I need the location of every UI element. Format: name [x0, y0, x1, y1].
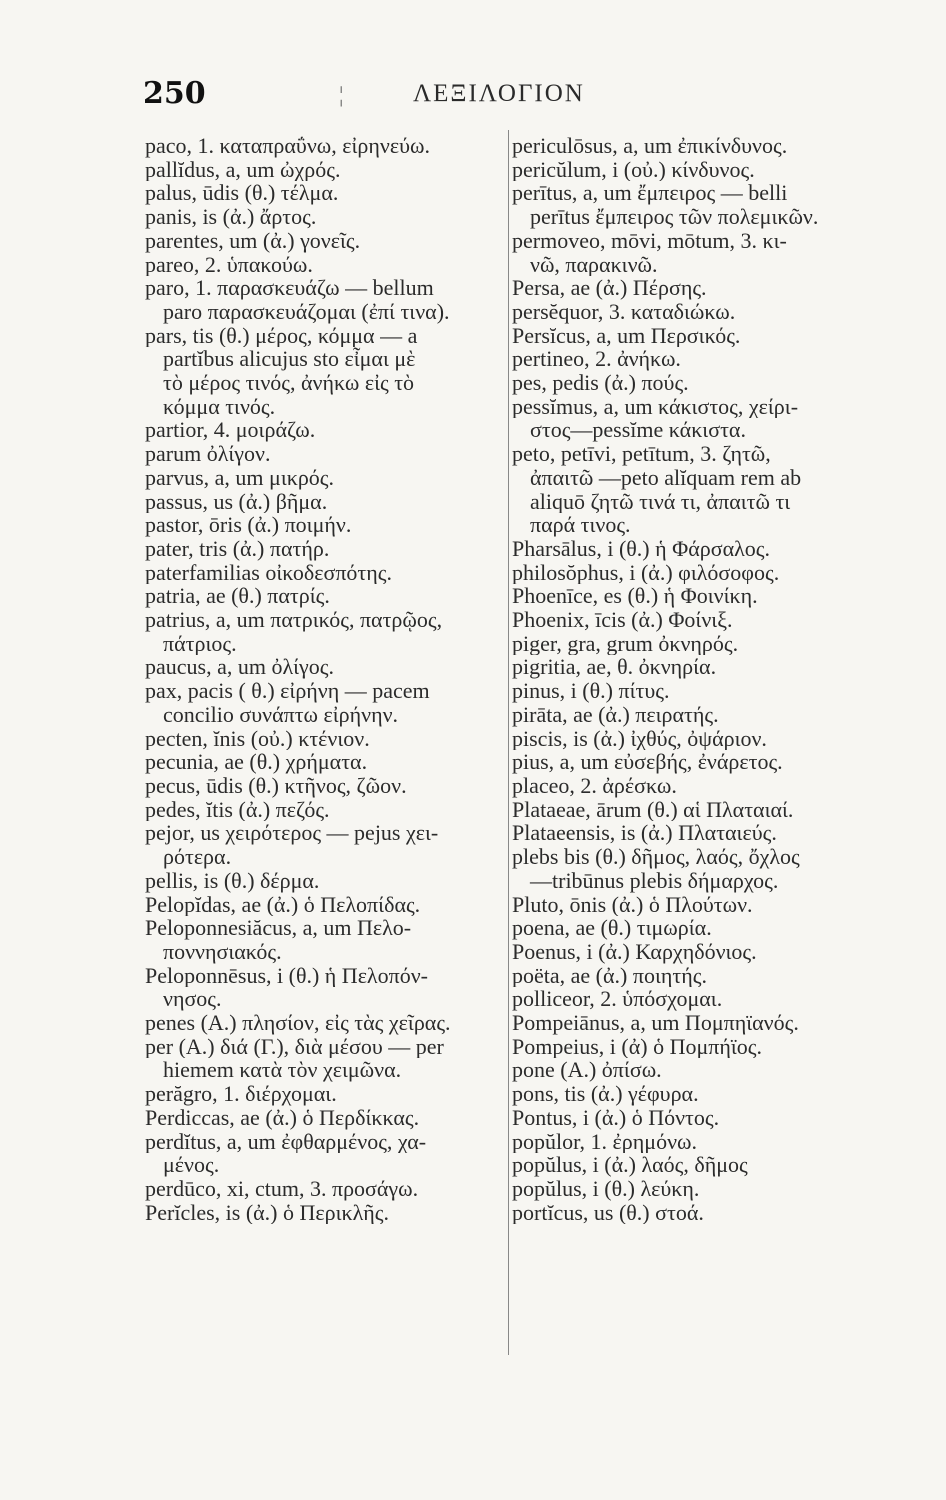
- dictionary-entry: Pluto, ōnis (ἀ.) ὁ Πλούτων.: [512, 892, 753, 917]
- dictionary-entry: Peloponnēsus, i (θ.) ἡ Πελοπόν-: [145, 963, 428, 988]
- entry-continuation: πάτριος.: [163, 631, 237, 656]
- dictionary-entry: poena, ae (θ.) τιμωρία.: [512, 916, 712, 940]
- dictionary-entry: poëta, ae (ἀ.) ποιητής.: [512, 963, 707, 988]
- dictionary-entry: pons, tis (ἀ.) γέφυρα.: [512, 1082, 699, 1106]
- dictionary-entry: perdūco, xi, ctum, 3. προσάγω.: [145, 1176, 419, 1201]
- dictionary-entry: portĭcus, us (θ.) στοά.: [512, 1200, 704, 1225]
- dictionary-entry: pigritia, ae, θ. ὀκνηρία.: [512, 655, 717, 680]
- dictionary-entry: pecus, ūdis (θ.) κτῆνος, ζῶον.: [145, 773, 407, 798]
- entry-continuation: ποννησιακός.: [163, 939, 282, 964]
- dictionary-entry: perdĭtus, a, um ἐφθαρμένος, χα-: [145, 1129, 427, 1154]
- dictionary-entry: parentes, um (ἀ.) γονεῖς.: [145, 228, 361, 253]
- dictionary-entry: Perĭcles, is (ἀ.) ὁ Περικλῆς.: [145, 1200, 389, 1225]
- dictionary-entry: parum ὀλίγον.: [145, 442, 271, 466]
- dictionary-entry: pericŭlum, i (οὐ.) κίνδυνος.: [512, 157, 755, 182]
- dictionary-entry: Poenus, i (ἀ.) Καρχηδόνιος.: [512, 939, 757, 964]
- dictionary-entry: Persĭcus, a, um Περσικός.: [512, 323, 741, 348]
- dictionary-entry: pars, tis (θ.) μέρος, κόμμα — a: [145, 323, 418, 348]
- dictionary-entry: pejor, us χειρότερος — pejus χει-: [145, 821, 439, 846]
- dictionary-entry: perītus, a, um ἔμπειρος — belli: [512, 181, 788, 206]
- dictionary-entry: per (A.) διά (Γ.), διὰ μέσου — per: [145, 1034, 444, 1059]
- dictionary-entry: Plataeensis, is (ἀ.) Πλαταιεύς.: [512, 821, 777, 846]
- entry-continuation: ἀπαιτῶ —peto alĭquam rem ab: [530, 465, 802, 490]
- dictionary-entry: Pontus, i (ἀ.) ὁ Πόντος.: [512, 1105, 720, 1130]
- dictionary-entry: pecten, ĭnis (οὐ.) κτένιον.: [145, 726, 370, 751]
- dictionary-entry: pellis, is (θ.) δέρμα.: [145, 868, 320, 893]
- entry-continuation: νῶ, παρακινῶ.: [530, 252, 658, 277]
- dictionary-entry: parvus, a, um μικρός.: [145, 465, 335, 490]
- dictionary-entry: paterfamilias οἰκοδεσπότης.: [145, 560, 392, 585]
- dictionary-entry: Plataeae, ārum (θ.) αἱ Πλαταιαί.: [512, 797, 794, 822]
- dictionary-entry: pinus, i (θ.) πίτυς.: [512, 679, 670, 703]
- dictionary-entry: Perdiccas, ae (ἀ.) ὁ Περδίκκας.: [145, 1105, 420, 1130]
- dictionary-entry: Peloponnesiăcus, a, um Πελο-: [145, 916, 412, 940]
- right-column: [512, 134, 907, 1354]
- dictionary-entry: perăgro, 1. διέρχομαι.: [145, 1082, 337, 1106]
- dictionary-entry: penes (A.) πλησίον, εἰς τὰς χεῖρας.: [145, 1011, 451, 1035]
- dictionary-entry: Phoenīce, es (θ.) ἡ Φοινίκη.: [512, 584, 758, 609]
- dictionary-entry: periculōsus, a, um ἐπικίνδυνος.: [512, 134, 788, 158]
- dictionary-entry: polliceor, 2. ὑπόσχομαι.: [512, 987, 723, 1012]
- column-divider: [508, 130, 509, 1355]
- entry-continuation: στος—pessĭme κάκιστα.: [530, 418, 746, 443]
- dictionary-entry: panis, is (ἀ.) ἄρτος.: [145, 205, 317, 229]
- entry-continuation: partĭbus alicujus sto εἶμαι μὲ: [163, 347, 416, 372]
- dictionary-entry: pertineo, 2. ἀνήκω.: [512, 347, 681, 372]
- dictionary-entry: pirāta, ae (ἀ.) πειρατής.: [512, 702, 719, 727]
- dictionary-entry: Phoenix, īcis (ἀ.) Φοίνιξ.: [512, 608, 733, 632]
- entry-continuation: paro παρασκευάζομαι (ἐπί τινα).: [163, 299, 450, 324]
- dictionary-entry: piger, gra, grum ὀκνηρός.: [512, 631, 739, 656]
- dictionary-entry: partior, 4. μοιράζω.: [145, 418, 316, 443]
- entry-continuation: μένος.: [163, 1153, 220, 1177]
- dictionary-entry: patria, ae (θ.) πατρίς.: [145, 584, 330, 609]
- dictionary-entry: pallĭdus, a, um ὠχρός.: [145, 157, 341, 182]
- dictionary-entry: paucus, a, um ὀλίγος.: [145, 655, 334, 680]
- dictionary-entry: pessĭmus, a, um κάκιστος, χείρι-: [512, 394, 799, 419]
- dictionary-entry: paco, 1. καταπραΰνω, εἰρηνεύω.: [145, 134, 430, 158]
- left-column: [145, 134, 505, 1354]
- dictionary-entry: pastor, ōris (ἀ.) ποιμήν.: [145, 513, 352, 537]
- entry-continuation: —tribūnus plebis δήμαρχος.: [530, 868, 779, 893]
- dictionary-entry: pater, tris (ἀ.) πατήρ.: [145, 536, 330, 561]
- ornament-mark: ¦: [339, 82, 344, 107]
- dictionary-entry: Pompeius, i (ἀ) ὁ Πομπήϊος.: [512, 1034, 763, 1059]
- dictionary-entry: popŭlus, i (ἀ.) λαός, δῆμος: [512, 1153, 748, 1177]
- dictionary-entry: Pharsālus, i (θ.) ἡ Φάρσαλος.: [512, 536, 770, 561]
- dictionary-entry: Persa, ae (ἀ.) Πέρσης.: [512, 276, 707, 300]
- dictionary-entry: pone (A.) ὀπίσω.: [512, 1058, 662, 1083]
- entry-continuation: aliquō ζητῶ τινά τι, ἀπαιτῶ τι: [530, 489, 791, 514]
- entry-continuation: concilio συνάπτω εἰρήνην.: [163, 702, 399, 727]
- page-header: [143, 76, 903, 116]
- entry-continuation: perītus ἔμπειρος τῶν πολεμικῶν.: [530, 205, 819, 229]
- dictionary-entry: pecunia, ae (θ.) χρήματα.: [145, 750, 368, 774]
- entry-continuation: κόμμα τινός.: [163, 394, 276, 419]
- dictionary-entry: plebs bis (θ.) δῆμος, λαός, ὄχλος: [512, 845, 800, 869]
- dictionary-entry: pareo, 2. ὑπακούω.: [145, 252, 313, 277]
- running-title: ΛΕΞΙΛΟΓΙΟΝ: [413, 80, 585, 107]
- dictionary-entry: popŭlor, 1. ἐρημόνω.: [512, 1129, 698, 1154]
- dictionary-entry: piscis, is (ἀ.) ἰχθύς, ὀψάριον.: [512, 726, 767, 751]
- dictionary-entry: philosŏphus, i (ἀ.) φιλόσοφος.: [512, 560, 780, 585]
- entry-continuation: νησος.: [163, 987, 222, 1012]
- dictionary-entry: pedes, ĭtis (ἀ.) πεζός.: [145, 797, 330, 822]
- dictionary-entry: pes, pedis (ἀ.) πούς.: [512, 371, 689, 395]
- dictionary-entry: palus, ūdis (θ.) τέλμα.: [145, 181, 339, 206]
- entry-continuation: ρότερα.: [163, 845, 232, 869]
- dictionary-entry: passus, us (ἀ.) βῆμα.: [145, 489, 328, 514]
- entry-continuation: hiemem κατὰ τὸν χειμῶνα.: [163, 1058, 402, 1083]
- dictionary-entry: pax, pacis ( θ.) εἰρήνη — pacem: [145, 679, 430, 703]
- dictionary-entry: paro, 1. παρασκευάζω — bellum: [145, 276, 434, 300]
- dictionary-entry: peto, petīvi, petītum, 3. ζητῶ,: [512, 442, 771, 466]
- page-number: 250: [143, 76, 206, 111]
- dictionary-entry: Pompeiānus, a, um Πομπηϊανός.: [512, 1011, 799, 1035]
- dictionary-entry: popŭlus, i (θ.) λεύκη.: [512, 1176, 700, 1201]
- dictionary-entry: permoveo, mōvi, mōtum, 3. κι-: [512, 228, 787, 253]
- dictionary-entry: placeo, 2. ἀρέσκω.: [512, 773, 677, 798]
- dictionary-entry: persĕquor, 3. καταδιώκω.: [512, 299, 736, 324]
- dictionary-entry: pius, a, um εὐσεβής, ἐνάρετος.: [512, 750, 783, 774]
- entry-continuation: παρά τινος.: [530, 513, 631, 537]
- dictionary-entry: patrius, a, um πατρικός, πατρῷος,: [145, 608, 443, 632]
- dictionary-entry: Pelopĭdas, ae (ἀ.) ὁ Πελοπίδας.: [145, 892, 421, 917]
- entry-continuation: τὸ μέρος τινός, ἀνήκω εἰς τὸ: [163, 371, 415, 395]
